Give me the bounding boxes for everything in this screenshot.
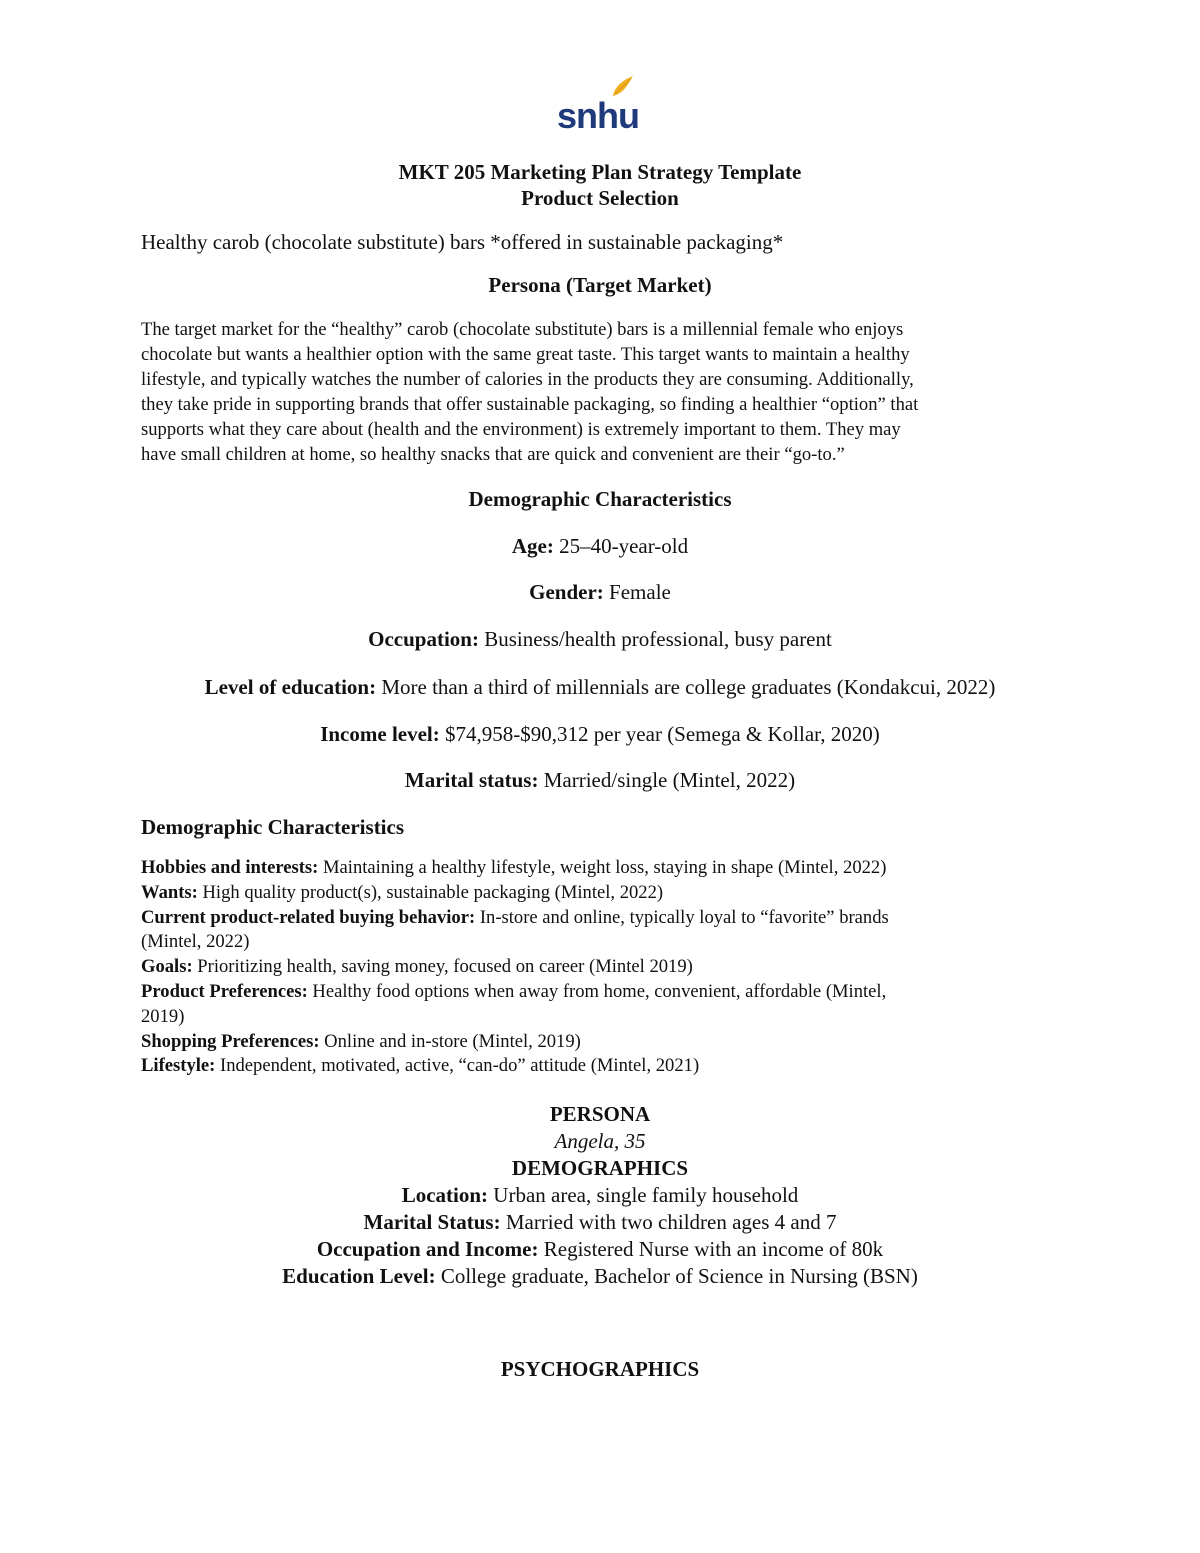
list-item-label: Current product-related buying behavior: bbox=[141, 906, 476, 928]
psychographic-characteristics-heading: Demographic Characteristics bbox=[141, 815, 405, 839]
persona-item bbox=[0, 1209, 1200, 1236]
product-selection-text: Healthy carob (chocolate substitute) bars *offered in sustainable packaging* bbox=[141, 230, 784, 254]
paragraph-line: lifestyle, and typically watches the number of calories in the products they are consuming. Additionally, bbox=[141, 368, 914, 390]
list-item-value: High quality product(s), sustainable packaging (Mintel, 2022) bbox=[197, 881, 664, 903]
list-item bbox=[141, 881, 1041, 906]
demographic-label: Occupation: bbox=[368, 627, 479, 651]
persona-item bbox=[0, 1182, 1200, 1209]
persona-demographics-heading bbox=[0, 1155, 1200, 1182]
persona-item bbox=[0, 1263, 1200, 1290]
list-item bbox=[141, 856, 1041, 881]
list-item-value: In-store and online, typically loyal to “favorite” brands bbox=[475, 906, 889, 928]
paragraph-line: they take pride in supporting brands that offer sustainable packaging, so finding a healthier “option” that bbox=[141, 393, 919, 415]
list-item-label: Goals: bbox=[141, 956, 193, 978]
list-item-label: Product Preferences: bbox=[141, 980, 308, 1002]
psychographics-heading: PSYCHOGRAPHICS bbox=[500, 1357, 700, 1381]
persona-item-value: College graduate, Bachelor of Science in Nursing (BSN) bbox=[435, 1264, 918, 1288]
demographic-value: Female bbox=[603, 580, 671, 604]
demographic-value: More than a third of millennials are college graduates (Kondakcui, 2022) bbox=[376, 675, 996, 699]
persona-item-value: Registered Nurse with an income of 80k bbox=[538, 1237, 884, 1261]
list-item bbox=[141, 930, 1041, 955]
list-item bbox=[141, 1030, 1041, 1055]
paragraph-line: chocolate but wants a healthier option with the same great taste. This target wants to maintain a healthy bbox=[141, 343, 910, 365]
persona-card bbox=[0, 1101, 1200, 1290]
demographic-label: Income level: bbox=[320, 722, 440, 746]
demographic-item bbox=[0, 627, 1200, 652]
list-item bbox=[141, 1054, 1041, 1079]
persona-item-label: Location: bbox=[401, 1183, 489, 1207]
demographic-item bbox=[0, 534, 1200, 559]
snhu-logo bbox=[555, 72, 639, 134]
list-item-value: Prioritizing health, saving money, focused on career (Mintel 2019) bbox=[192, 956, 693, 978]
list-item-label: Shopping Preferences: bbox=[141, 1030, 320, 1052]
demographic-label: Marital status: bbox=[404, 768, 539, 792]
persona-target-paragraph bbox=[141, 318, 1061, 467]
list-item-label: Wants: bbox=[141, 881, 198, 903]
list-item bbox=[141, 906, 1041, 931]
list-item-value: Healthy food options when away from home, convenient, affordable (Mintel, bbox=[307, 980, 887, 1002]
list-item-label: Hobbies and interests: bbox=[141, 857, 319, 878]
list-item bbox=[141, 1005, 1041, 1030]
demographic-item bbox=[0, 580, 1200, 605]
snhu-logo-graphic bbox=[555, 72, 639, 134]
persona-target-heading: Persona (Target Market) bbox=[488, 273, 712, 297]
demographic-item bbox=[0, 768, 1200, 793]
demographic-item bbox=[0, 722, 1200, 747]
persona-heading-text: PERSONA bbox=[549, 1102, 651, 1126]
persona-item-label: Marital Status: bbox=[363, 1210, 501, 1234]
document-title: MKT 205 Marketing Plan Strategy Template bbox=[398, 160, 802, 184]
list-item bbox=[141, 980, 1041, 1005]
list-item-value: 2019) bbox=[141, 1005, 185, 1027]
list-item bbox=[141, 955, 1041, 980]
persona-item-value: Married with two children ages 4 and 7 bbox=[500, 1210, 837, 1234]
demographic-value: 25–40-year-old bbox=[553, 534, 689, 558]
demographic-label: Age: bbox=[511, 534, 554, 558]
demographic-label: Level of education: bbox=[204, 675, 377, 699]
persona-item-label: Education Level: bbox=[282, 1264, 436, 1288]
characteristics-list bbox=[141, 856, 1041, 1079]
paragraph-line: supports what they care about (health and the environment) is extremely important to them. They may bbox=[141, 418, 901, 440]
persona-name bbox=[0, 1128, 1200, 1155]
persona-demographics-heading-text: DEMOGRAPHICS bbox=[511, 1156, 689, 1180]
paragraph-line: have small children at home, so healthy snacks that are quick and convenient are their “go-to.” bbox=[141, 443, 845, 465]
list-item-label: Lifestyle: bbox=[141, 1055, 216, 1077]
demographic-value: $74,958-$90,312 per year (Semega & Kollar, 2020) bbox=[439, 722, 880, 746]
demographic-label: Gender: bbox=[529, 580, 604, 604]
paragraph-line: The target market for the “healthy” carob (chocolate substitute) bars is a millennial female who enjoys bbox=[141, 319, 904, 340]
demographic-value: Married/single (Mintel, 2022) bbox=[538, 768, 796, 792]
list-item-value: (Mintel, 2022) bbox=[141, 931, 250, 953]
persona-name-text: Angela, 35 bbox=[554, 1129, 646, 1153]
demographic-characteristics-heading: Demographic Characteristics bbox=[468, 487, 732, 511]
logo-wordmark: snhu bbox=[557, 95, 639, 134]
list-item-value: Maintaining a healthy lifestyle, weight loss, staying in shape (Mintel, 2022) bbox=[318, 857, 887, 878]
list-item-value: Online and in-store (Mintel, 2019) bbox=[319, 1030, 581, 1052]
demographic-item bbox=[0, 675, 1200, 700]
document-subtitle: Product Selection bbox=[521, 186, 679, 210]
persona-item-label: Occupation and Income: bbox=[316, 1237, 539, 1261]
list-item-value: Independent, motivated, active, “can-do” attitude (Mintel, 2021) bbox=[215, 1055, 700, 1077]
demographic-value: Business/health professional, busy parent bbox=[478, 627, 832, 651]
persona-item-value: Urban area, single family household bbox=[488, 1183, 799, 1207]
persona-item bbox=[0, 1236, 1200, 1263]
persona-heading bbox=[0, 1101, 1200, 1128]
